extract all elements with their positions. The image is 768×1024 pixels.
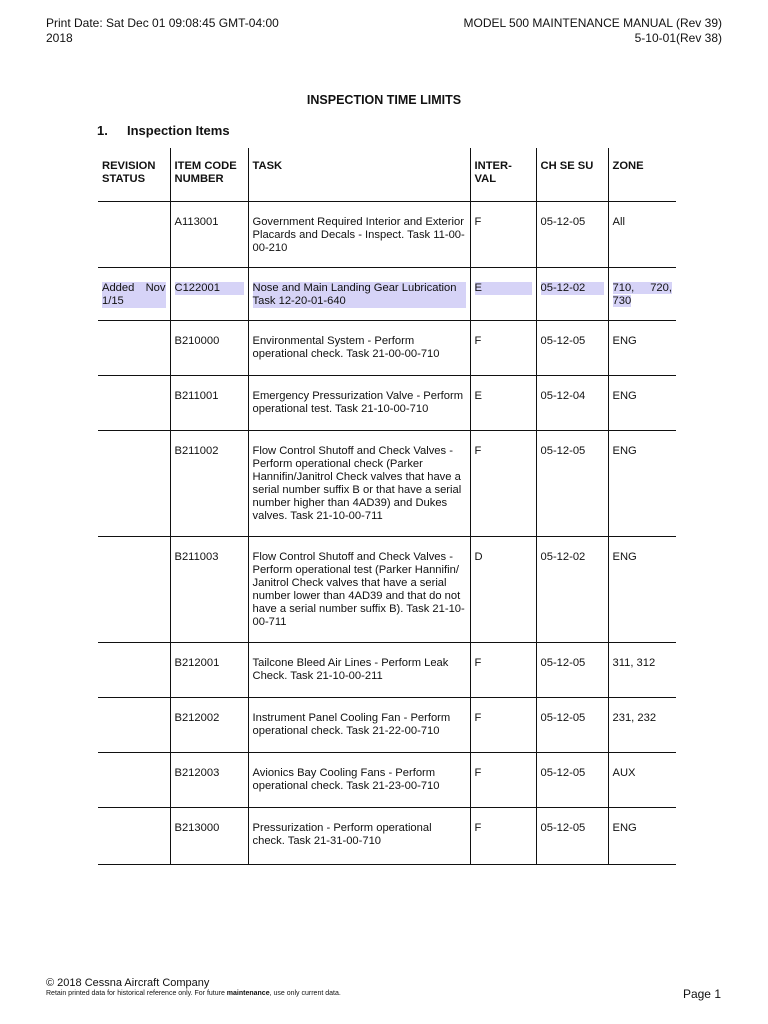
row-zone: ENG <box>612 821 637 834</box>
row-zone-cell <box>608 642 676 697</box>
retain-notice <box>46 990 341 997</box>
row-chsesu: 05-12-02 <box>540 550 586 563</box>
row-interval: F <box>474 215 482 228</box>
row-item-code-cell <box>170 201 248 267</box>
row-chsesu: 05-12-05 <box>540 334 586 347</box>
table-row <box>98 752 676 807</box>
copyright: © 2018 Cessna Aircraft Company <box>46 977 210 989</box>
table-row <box>98 320 676 375</box>
row-item-code-cell <box>170 375 248 430</box>
row-task-cell <box>248 320 470 375</box>
row-interval: E <box>475 282 532 295</box>
table-row <box>98 536 676 642</box>
row-interval-cell <box>470 430 536 536</box>
row-item-code: B212002 <box>174 711 220 724</box>
row-item-code: B212001 <box>174 656 220 669</box>
row-zone-cell <box>608 536 676 642</box>
row-status-cell <box>98 752 170 807</box>
row-item-code: C122001 <box>175 282 244 295</box>
row-item-code: B212003 <box>174 766 220 779</box>
row-chsesu: 05-12-04 <box>540 389 586 402</box>
row-status-cell <box>98 320 170 375</box>
row-item-code-cell <box>170 752 248 807</box>
row-interval: D <box>474 550 483 563</box>
row-chsesu-cell <box>536 536 608 642</box>
row-zone-cell <box>608 752 676 807</box>
row-zone-cell <box>608 320 676 375</box>
row-task: Environmental System - Perform operational check. Task 21-00-00-710 <box>252 334 440 360</box>
row-item-code-cell <box>170 320 248 375</box>
row-task: Pressurization - Perform operational check. Task 21-31-00-710 <box>252 821 432 847</box>
row-chsesu-cell <box>536 201 608 267</box>
row-interval: F <box>474 444 482 457</box>
row-chsesu-cell <box>536 807 608 864</box>
row-zone: 710, 720, 730 <box>612 281 672 307</box>
row-task: Tailcone Bleed Air Lines - Perform Leak Check. Task 21-10-00-211 <box>252 656 449 682</box>
row-chsesu-cell <box>536 752 608 807</box>
row-task-cell <box>248 807 470 864</box>
row-interval-cell <box>470 807 536 864</box>
row-task: Instrument Panel Cooling Fan - Perform operational check. Task 21-22-00-710 <box>252 711 451 737</box>
row-item-code-cell <box>170 536 248 642</box>
row-task-cell <box>248 267 470 320</box>
row-interval-cell <box>470 752 536 807</box>
row-zone-cell <box>608 201 676 267</box>
row-zone: ENG <box>612 444 637 457</box>
row-item-code-cell <box>170 807 248 864</box>
row-task-cell <box>248 752 470 807</box>
manual-header <box>463 16 722 46</box>
row-task-cell <box>248 536 470 642</box>
manual-title: MODEL 500 MAINTENANCE MANUAL (Rev 39) <box>463 16 722 30</box>
row-item-code: B211001 <box>174 389 219 402</box>
row-task-cell <box>248 375 470 430</box>
row-status-cell <box>98 430 170 536</box>
row-task: Avionics Bay Cooling Fans - Perform operational check. Task 21-23-00-710 <box>252 766 440 792</box>
row-chsesu-cell <box>536 642 608 697</box>
col-interval: INTER- VAL <box>470 148 536 201</box>
row-status-cell <box>98 536 170 642</box>
col-chsesu: CH SE SU <box>536 148 608 201</box>
row-chsesu-cell <box>536 697 608 752</box>
table-row <box>98 267 676 320</box>
table-body <box>98 201 676 864</box>
row-zone-cell <box>608 430 676 536</box>
row-status-cell <box>98 201 170 267</box>
row-chsesu-cell <box>536 267 608 320</box>
row-task: Government Required Interior and Exterior Placards and Decals - Inspect. Task 11-00-00-210 <box>252 215 465 254</box>
col-revision-status: REVISION STATUS <box>98 148 170 201</box>
retain-notice-post: , use only current data. <box>269 990 341 997</box>
row-zone-cell <box>608 267 676 320</box>
row-task: Emergency Pressurization Valve - Perform operational test. Task 21-10-00-710 <box>252 389 464 415</box>
row-task: Flow Control Shutoff and Check Valves - Perform operational check (Parker Hannifin/Janitrol Check valves that have a serial number suffix B or that have a serial number higher than 4AD39) and Dukes valves. Task 21-10-00-711 <box>252 444 462 522</box>
row-zone: 231, 232 <box>612 711 657 724</box>
row-interval-cell <box>470 697 536 752</box>
row-interval: F <box>474 821 482 834</box>
col-item-code: ITEM CODE NUMBER <box>170 148 248 201</box>
row-zone: ENG <box>612 550 637 563</box>
table-header-row <box>98 148 676 201</box>
row-status-cell <box>98 807 170 864</box>
table-row <box>98 201 676 267</box>
row-status-cell <box>98 697 170 752</box>
row-zone: ENG <box>612 334 637 347</box>
row-status-word: Added <box>102 281 135 294</box>
row-interval-cell <box>470 320 536 375</box>
row-item-code: B213000 <box>174 821 220 834</box>
row-chsesu: 05-12-02 <box>541 282 604 295</box>
row-status-cell <box>98 375 170 430</box>
row-task-cell <box>248 430 470 536</box>
row-task: Flow Control Shutoff and Check Valves - Perform operational test (Parker Hannifin/ Janitrol Check valves that have a serial number lower than 4AD39 and that do not have a serial number suffix B). Task 21-10-00-711 <box>252 550 465 628</box>
section-number: 1. <box>97 123 108 138</box>
row-status <box>102 282 166 308</box>
row-chsesu-cell <box>536 375 608 430</box>
row-zone: All <box>612 215 625 228</box>
row-task-cell <box>248 697 470 752</box>
row-zone: ENG <box>612 389 637 402</box>
table-row <box>98 430 676 536</box>
row-item-code: A113001 <box>174 215 219 228</box>
row-zone-cell <box>608 807 676 864</box>
row-item-code-cell <box>170 430 248 536</box>
page-title: INSPECTION TIME LIMITS <box>306 93 462 107</box>
retain-notice-em: maintenance <box>226 990 270 997</box>
row-zone: AUX <box>612 766 636 779</box>
row-item-code-cell <box>170 267 248 320</box>
row-chsesu-cell <box>536 430 608 536</box>
row-task-cell <box>248 201 470 267</box>
retain-notice-pre: Retain printed data for historical reference only. For future <box>46 990 227 997</box>
print-date-line2: 2018 <box>46 31 73 45</box>
row-chsesu: 05-12-05 <box>540 444 586 457</box>
row-interval: F <box>474 656 482 669</box>
print-date-line1: Print Date: Sat Dec 01 09:08:45 GMT-04:00 <box>46 16 279 30</box>
row-interval: F <box>474 766 482 779</box>
row-chsesu-cell <box>536 320 608 375</box>
row-zone-cell <box>608 375 676 430</box>
row-status-line <box>102 282 166 295</box>
row-interval: F <box>474 334 482 347</box>
row-task: Nose and Main Landing Gear Lubrication Task 12-20-01-640 <box>253 282 466 308</box>
row-chsesu: 05-12-05 <box>540 711 586 724</box>
table-row <box>98 697 676 752</box>
row-item-code-cell <box>170 697 248 752</box>
row-interval-cell <box>470 375 536 430</box>
row-item-code-cell <box>170 642 248 697</box>
print-date <box>46 16 279 46</box>
col-task: TASK <box>248 148 470 201</box>
row-status-word: Nov <box>145 281 166 294</box>
row-item-code: B211002 <box>174 444 219 457</box>
col-zone: ZONE <box>608 148 676 201</box>
row-status-line: 1/15 <box>102 294 124 307</box>
table-row <box>98 807 676 864</box>
row-status-cell <box>98 267 170 320</box>
section-heading <box>97 123 230 138</box>
row-chsesu: 05-12-05 <box>540 821 586 834</box>
row-item-code: B210000 <box>174 334 220 347</box>
row-chsesu: 05-12-05 <box>540 215 586 228</box>
row-interval-cell <box>470 201 536 267</box>
row-zone-cell <box>608 697 676 752</box>
inspection-items-table <box>98 148 676 865</box>
row-interval: F <box>474 711 482 724</box>
row-task-cell <box>248 642 470 697</box>
row-interval: E <box>474 389 482 402</box>
section-revision: 5-10-01(Rev 38) <box>634 31 722 45</box>
row-interval-cell <box>470 536 536 642</box>
row-status-cell <box>98 642 170 697</box>
row-item-code: B211003 <box>174 550 219 563</box>
table-row <box>98 642 676 697</box>
row-zone: 311, 312 <box>612 656 656 669</box>
row-chsesu: 05-12-05 <box>540 766 586 779</box>
row-interval-cell <box>470 267 536 320</box>
row-chsesu: 05-12-05 <box>540 656 586 669</box>
section-title: Inspection Items <box>127 123 230 138</box>
page-number: Page 1 <box>682 987 721 1001</box>
table-row <box>98 375 676 430</box>
row-interval-cell <box>470 642 536 697</box>
